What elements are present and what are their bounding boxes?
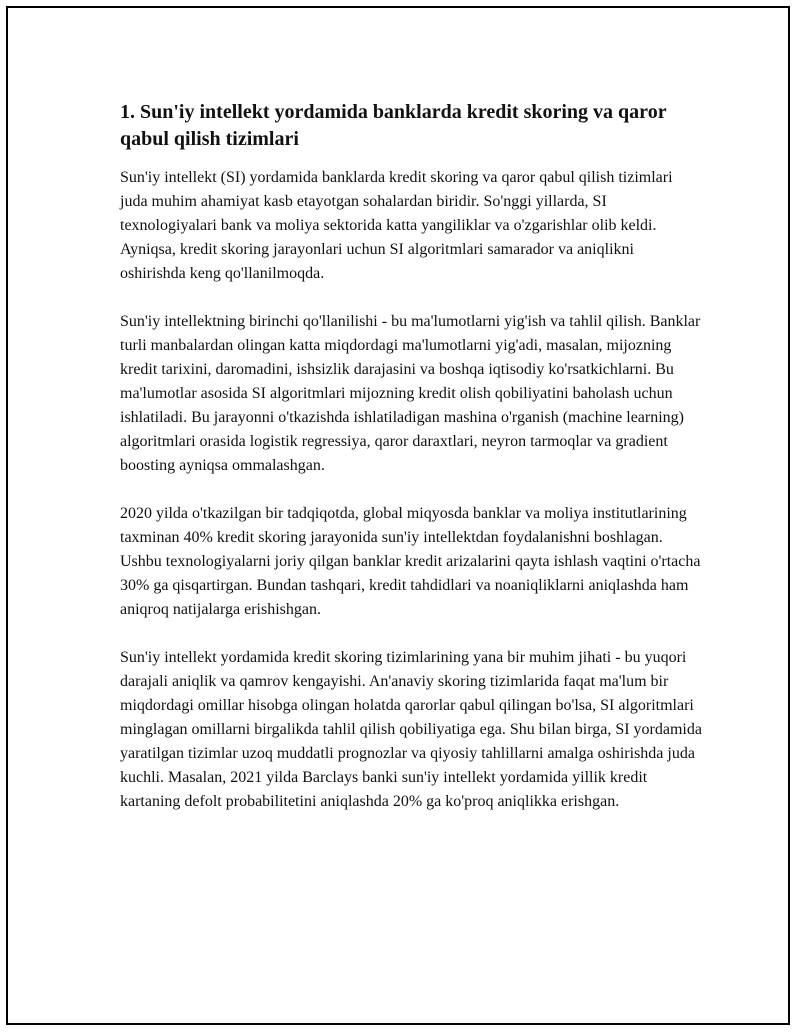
paragraph-2: Sun'iy intellektning birinchi qo'llanilishi - bu ma'lumotlarni yig'ish va tahlil qilish. Banklar turli manbalardan olingan katta miqdordagi ma'lumotlarni yig'adi, masalan, mijozning kredit tarixini, daromadini, ishsizlik darajasini va boshqa iqtisodiy ko'rsatkichlarni. Bu ma'lumotlar asosida SI algoritmlari mijozning kredit olish qobiliyatini baholash uchun ishlatiladi. Bu jarayonni o'tkazishda ishlatiladigan mashina o'rganish (machine learning) algoritmlari orasida logistik regressiya, qaror daraxtlari, neyron tarmoqlar va gradient boosting ayniqsa ommalashgan.	[120, 313, 701, 474]
document-page	[6, 6, 790, 1025]
document-body	[120, 99, 702, 838]
paragraph-3: 2020 yilda o'tkazilgan bir tadqiqotda, global miqyosda banklar va moliya institutlarining taxminan 40% kredit skoring jarayonida sun'iy intellektdan foydalanishni boshlagan. Ushbu texnologiyalarni joriy qilgan banklar kredit arizalarini qayta ishlash vaqtini o'rtacha 30% ga qisqartirgan. Bundan tashqari, kredit tahdidlari va noaniqliklarni aniqlashda ham aniqroq natijalarga erishishgan.	[120, 505, 701, 618]
paragraph-1: Sun'iy intellekt (SI) yordamida banklarda kredit skoring va qaror qabul qilish tizimlari juda muhim ahamiyat kasb etayotgan sohalardan biridir. So'nggi yillarda, SI texnologiyalari bank va moliya sektorida katta yangiliklar va o'zgarishlar olib keldi. Ayniqsa, kredit skoring jarayonlari uchun SI algoritmlari samarador va aniqlikni oshirishda keng qo'llanilmoqda.	[120, 169, 673, 282]
paragraph-4: Sun'iy intellekt yordamida kredit skoring tizimlarining yana bir muhim jihati - bu yuqori darajali aniqlik va qamrov kengayishi. An'anaviy skoring tizimlarida faqat ma'lum bir miqdordagi omillar hisobga olingan holatda qarorlar qabul qilingan bo'lsa, SI algoritmlari minglagan omillarni birgalikda tahlil qilish qobiliyatiga ega. Shu bilan birga, SI yordamida yaratilgan tizimlar uzoq muddatli prognozlar va qiyosiy tahlillarni amalga oshirishda juda kuchli. Masalan, 2021 yilda Barclays banki sun'iy intellekt yordamida yillik kredit kartaning defolt probabilitetini aniqlashda 20% ga ko'proq aniqlikka erishgan.	[120, 649, 702, 810]
section-heading: 1. Sun'iy intellekt yordamida banklarda kredit skoring va qaror qabul qilish tizimlari	[120, 101, 667, 150]
